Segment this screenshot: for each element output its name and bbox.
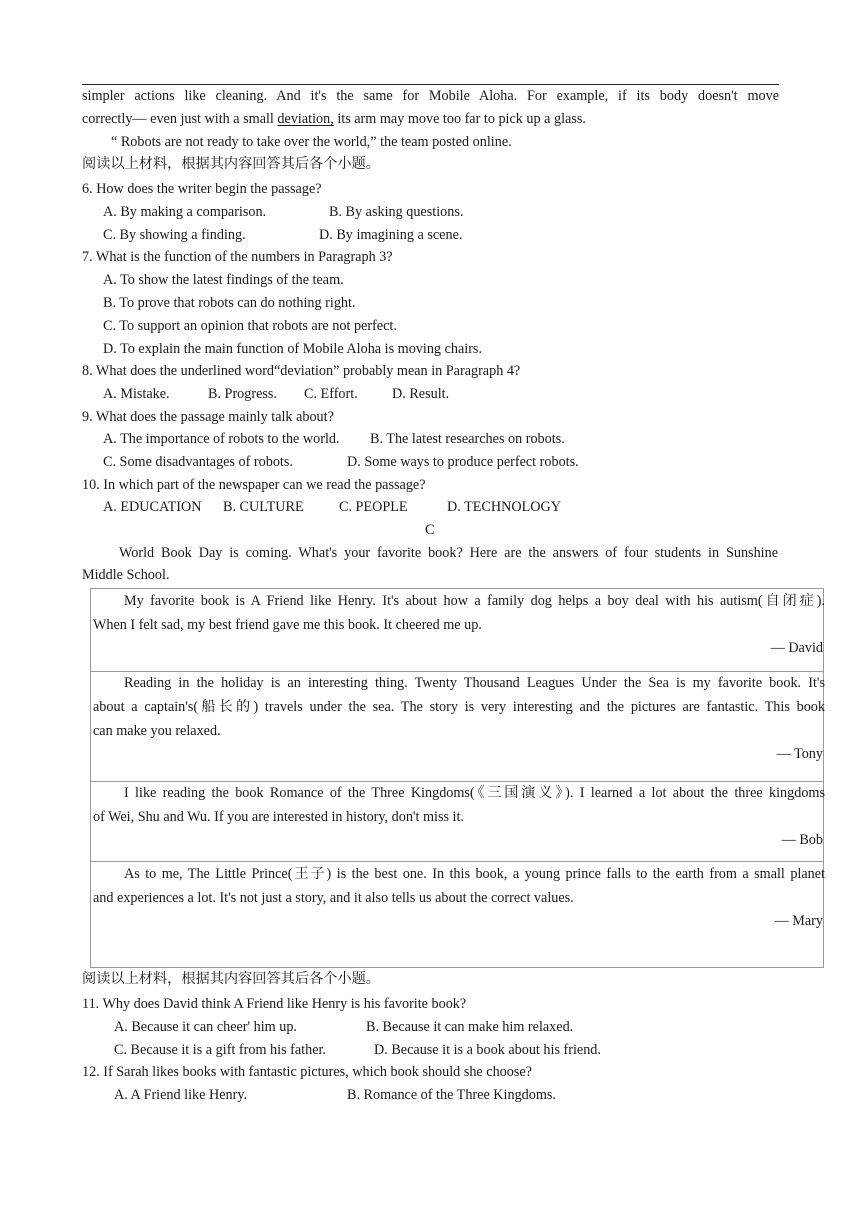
signature: — Mary xyxy=(774,913,823,929)
reading-instruction: 阅读以上材料，根据其内容回答其后各个小题。 xyxy=(82,971,380,987)
table-text: Reading in the holiday is an interesting thing. Twenty Thousand Leagues Under the Sea is my favorite book. It's xyxy=(124,675,825,691)
question-stem: 10. In which part of the newspaper can we read the passage? xyxy=(82,477,426,493)
option-b: B. Because it can make him relaxed. xyxy=(366,1019,574,1035)
option-b: B. The latest researches on robots. xyxy=(370,431,565,447)
option-d: D. To explain the main function of Mobile Aloha is moving chairs. xyxy=(103,341,482,357)
option-d: D. By imagining a scene. xyxy=(319,227,463,243)
passage-text: its arm may move too far to pick up a glass. xyxy=(333,111,586,127)
option-b: B. Progress. xyxy=(208,386,277,402)
signature: — David xyxy=(770,640,823,656)
question-stem: 12. If Sarah likes books with fantastic pictures, which book should she choose? xyxy=(82,1064,532,1080)
option-c: C. To support an opinion that robots are not perfect. xyxy=(103,318,397,334)
option-c: C. Some disadvantages of robots. xyxy=(103,454,293,470)
table-row-mary xyxy=(91,862,823,967)
section-intro: World Book Day is coming. What's your favorite book? Here are the answers of four students in Sunshine xyxy=(119,545,778,561)
option-c: C. Because it is a gift from his father. xyxy=(114,1042,326,1058)
signature: — Tony xyxy=(776,746,823,762)
passage-line xyxy=(82,112,586,126)
page-header-rule xyxy=(82,84,779,85)
table-text: and experiences a lot. It's not just a story, and it also tells us about the correct values. xyxy=(93,890,574,906)
option-c: C. Effort. xyxy=(304,386,358,402)
option-b: B. CULTURE xyxy=(223,499,304,515)
option-a: A. The importance of robots to the world. xyxy=(103,431,340,447)
option-b: B. To prove that robots can do nothing right. xyxy=(103,295,356,311)
section-intro: Middle School. xyxy=(82,567,170,583)
student-answers-table xyxy=(90,588,824,968)
table-text: of Wei, Shu and Wu. If you are interested in history, don't miss it. xyxy=(93,809,464,825)
question-stem: 7. What is the function of the numbers in Paragraph 3? xyxy=(82,249,393,265)
section-heading: C xyxy=(425,522,435,538)
signature: — Bob xyxy=(781,832,823,848)
reading-instruction: 阅读以上材料，根据其内容回答其后各个小题。 xyxy=(82,156,380,172)
table-text: I like reading the book Romance of the Three Kingdoms(《三国演义》). I learned a lot about the three kingdoms xyxy=(124,785,825,801)
question-stem: 8. What does the underlined word“deviation” probably mean in Paragraph 4? xyxy=(82,363,521,379)
option-a: A. Mistake. xyxy=(103,386,170,402)
question-stem: 9. What does the passage mainly talk about? xyxy=(82,409,334,425)
option-a: A. To show the latest findings of the team. xyxy=(103,272,344,288)
option-a: A. By making a comparison. xyxy=(103,204,267,220)
option-d: D. Result. xyxy=(392,386,450,402)
table-text: When I felt sad, my best friend gave me this book. It cheered me up. xyxy=(93,617,482,633)
option-d: D. Some ways to produce perfect robots. xyxy=(347,454,579,470)
option-c: C. By showing a finding. xyxy=(103,227,246,243)
table-text: As to me, The Little Prince(王子) is the best one. In this book, a young prince falls to the earth from a small planet xyxy=(124,866,825,882)
option-d: D. Because it is a book about his friend. xyxy=(374,1042,601,1058)
table-text: can make you relaxed. xyxy=(93,723,221,739)
passage-line: simpler actions like cleaning. And it's the same for Mobile Aloha. For example, if its body doesn't move xyxy=(82,88,779,104)
option-c: C. PEOPLE xyxy=(339,499,408,515)
option-a: A. A Friend like Henry. xyxy=(114,1087,248,1103)
question-stem: 6. How does the writer begin the passage? xyxy=(82,181,322,197)
table-row-bob xyxy=(91,782,823,862)
question-stem: 11. Why does David think A Friend like Henry is his favorite book? xyxy=(82,996,467,1012)
passage-quote: “ Robots are not ready to take over the world,” the team posted online. xyxy=(111,134,512,150)
option-b: B. Romance of the Three Kingdoms. xyxy=(347,1087,556,1103)
table-row-tony xyxy=(91,672,823,782)
underlined-word: deviation, xyxy=(277,111,334,127)
option-a: A. Because it can cheer' him up. xyxy=(114,1019,297,1035)
option-a: A. EDUCATION xyxy=(103,499,202,515)
passage-text: correctly— even just with a small xyxy=(82,111,278,127)
table-text: My favorite book is A Friend like Henry. It's about how a family dog helps a boy deal with his autism(自闭症). xyxy=(124,593,825,609)
option-d: D. TECHNOLOGY xyxy=(447,499,562,515)
table-row-david xyxy=(91,589,823,672)
option-b: B. By asking questions. xyxy=(329,204,464,220)
table-text: about a captain's(船长的) travels under the sea. The story is very interesting and the pictures are fantastic. This book xyxy=(93,699,825,715)
